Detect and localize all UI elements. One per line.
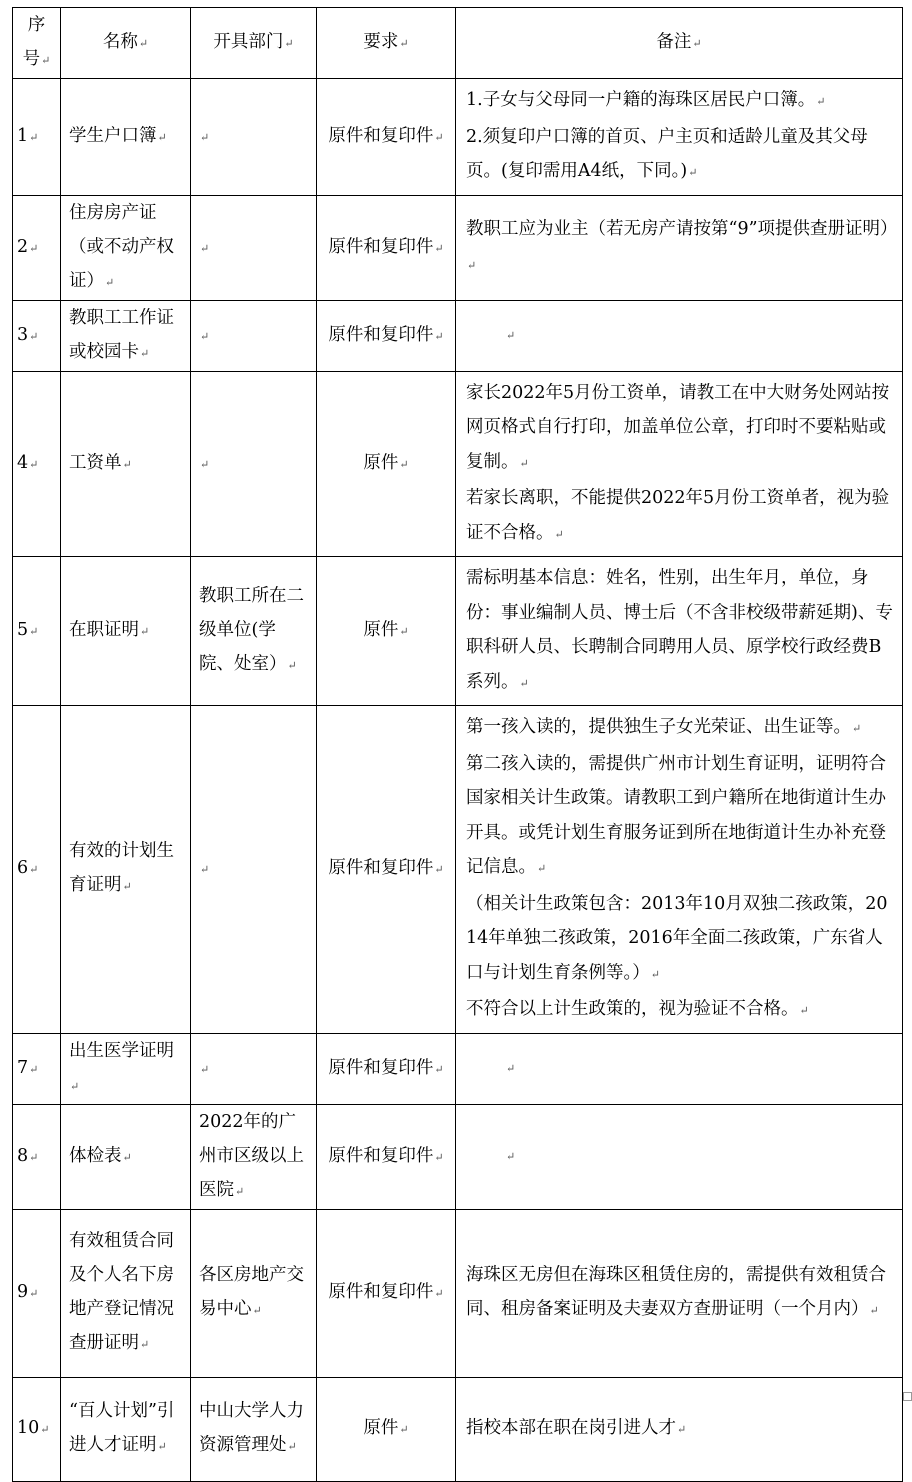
row-requirement: 原件和复印件↵	[317, 1209, 456, 1377]
remark-paragraph: 海珠区无房但在海珠区租赁住房的，需提供有效租赁合同、租房备案证明及夫妻双方查册证明（一个月内）↵	[466, 1264, 886, 1319]
row-name: 有效租赁合同及个人名下房地产登记情况查册证明↵	[61, 1209, 191, 1377]
remark-paragraph: 1.子女与父母同一户籍的海珠区居民户口簿。↵	[466, 90, 826, 110]
row-index: 10↵	[13, 1377, 61, 1481]
table-row	[13, 195, 903, 300]
row-issuer: ↵	[191, 706, 317, 1034]
row-index: 4↵	[13, 371, 61, 557]
remark-paragraph: 需标明基本信息：姓名，性别，出生年月，单位，身份：事业编制人员、博士后（不含非校级带薪延期)、专职科研人员、长聘制合同聘用人员、原学校行政经费B系列。↵	[466, 568, 893, 692]
row-remark	[456, 706, 903, 1034]
header-requirement: 要求↵	[317, 8, 456, 79]
remark-paragraph: 不符合以上计生政策的，视为验证不合格。↵	[466, 999, 809, 1019]
row-requirement: 原件和复印件↵	[317, 195, 456, 300]
row-requirement: 原件和复印件↵	[317, 300, 456, 371]
row-issuer: 2022年的广州市区级以上医院↵	[191, 1104, 317, 1209]
row-index: 1↵	[13, 79, 61, 196]
table-row	[13, 1377, 903, 1481]
row-remark	[456, 371, 903, 557]
table-row	[13, 79, 903, 196]
row-remark	[456, 557, 903, 706]
row-requirement: 原件↵	[317, 1377, 456, 1481]
header-index: 序号↵	[13, 8, 61, 79]
table-row	[13, 706, 903, 1034]
header-issuer: 开具部门↵	[191, 8, 317, 79]
row-name: 有效的计划生育证明↵	[61, 706, 191, 1034]
remark-paragraph: 家长2022年5月份工资单，请教工在中大财务处网站按网页格式自行打印，加盖单位公章，打印时不要粘贴或复制。↵	[466, 382, 890, 472]
row-name: “百人计划”引进人才证明↵	[61, 1377, 191, 1481]
table-row	[13, 300, 903, 371]
row-name: 出生医学证明↵	[61, 1033, 191, 1104]
remark-paragraph: 第一孩入读的，提供独生子女光荣证、出生证等。↵	[466, 717, 862, 737]
remark-paragraph: 2.须复印户口簿的首页、户主页和适龄儿童及其父母页。(复印需用A4纸，下同。)↵	[466, 126, 868, 181]
row-requirement: 原件和复印件↵	[317, 79, 456, 196]
page-corner-marker	[903, 1392, 912, 1401]
row-issuer: 各区房地产交易中心↵	[191, 1209, 317, 1377]
row-issuer: 教职工所在二级单位(学院、处室）↵	[191, 557, 317, 706]
row-issuer: ↵	[191, 1033, 317, 1104]
row-issuer: ↵	[191, 371, 317, 557]
row-issuer: ↵	[191, 195, 317, 300]
table-row	[13, 1033, 903, 1104]
row-issuer: ↵	[191, 300, 317, 371]
remark-paragraph: （相关计生政策包含：2013年10月双独二孩政策，2014年单独二孩政策，2016年全面二孩政策，广东省人口与计划生育条例等。）↵	[466, 893, 888, 983]
table-row	[13, 1104, 903, 1209]
row-index: 6↵	[13, 706, 61, 1034]
row-name: 学生户口簿↵	[61, 79, 191, 196]
row-name: 住房房产证（或不动产权证）↵	[61, 195, 191, 300]
row-index: 5↵	[13, 557, 61, 706]
row-issuer: 中山大学人力资源管理处↵	[191, 1377, 317, 1481]
remark-paragraph: 指校本部在职在岗引进人才↵	[466, 1417, 687, 1438]
row-name: 工资单↵	[61, 371, 191, 557]
row-requirement: 原件↵	[317, 371, 456, 557]
row-index: 7↵	[13, 1033, 61, 1104]
table-row	[13, 557, 903, 706]
row-remark: ↵	[456, 1033, 903, 1104]
row-name: 教职工工作证或校园卡↵	[61, 300, 191, 371]
row-issuer: ↵	[191, 79, 317, 196]
row-remark	[456, 195, 903, 300]
row-index: 8↵	[13, 1104, 61, 1209]
remark-paragraph: 若家长离职，不能提供2022年5月份工资单者，视为验证不合格。↵	[466, 488, 890, 543]
row-name: 在职证明↵	[61, 557, 191, 706]
table-header-row	[13, 8, 903, 79]
row-remark: ↵	[456, 1104, 903, 1209]
remark-paragraph: 第二孩入读的，需提供广州市计划生育证明，证明符合国家相关计生政策。请教职工到户籍所在地街道计生办开具。或凭计划生育服务证到所在地街道计生办补充登记信息。↵	[466, 753, 886, 877]
row-requirement: 原件和复印件↵	[317, 1104, 456, 1209]
header-remark: 备注↵	[456, 8, 903, 79]
row-requirement: 原件和复印件↵	[317, 706, 456, 1034]
table-body	[13, 79, 903, 1482]
row-name: 体检表↵	[61, 1104, 191, 1209]
row-index: 9↵	[13, 1209, 61, 1377]
requirements-table	[12, 7, 903, 1482]
row-remark: ↵	[456, 300, 903, 371]
row-requirement: 原件↵	[317, 557, 456, 706]
row-remark	[456, 1209, 903, 1377]
remark-paragraph: 教职工应为业主（若无房产请按第“9”项提供查册证明）↵	[466, 219, 898, 272]
row-index: 2↵	[13, 195, 61, 300]
header-name: 名称↵	[61, 8, 191, 79]
table-row	[13, 371, 903, 557]
row-requirement: 原件和复印件↵	[317, 1033, 456, 1104]
row-remark	[456, 79, 903, 196]
table-row	[13, 1209, 903, 1377]
row-remark	[456, 1377, 903, 1481]
row-index: 3↵	[13, 300, 61, 371]
